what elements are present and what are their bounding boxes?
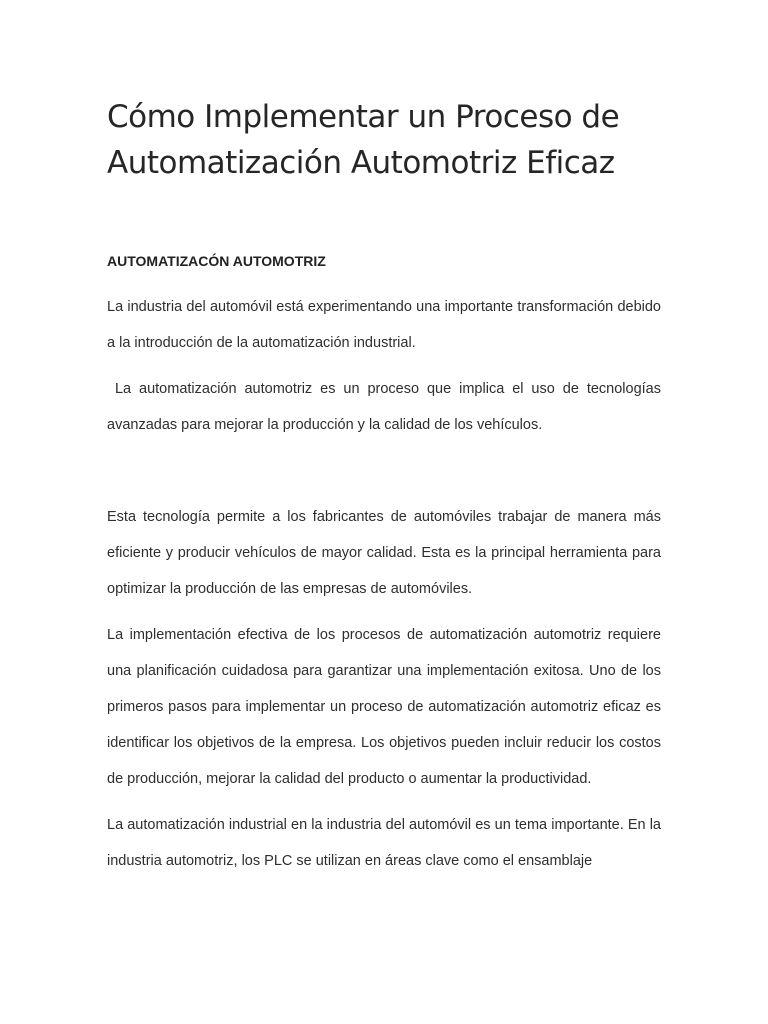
section-heading: AUTOMATIZACÓN AUTOMOTRIZ — [107, 253, 326, 269]
document-page — [107, 94, 661, 879]
paragraph-5: La automatización industrial en la industria del automóvil es un tema importante. En la industria automotriz, los PLC se utilizan en áreas clave como el ensamblaje — [107, 817, 661, 869]
paragraph-1: La industria del automóvil está experimentando una importante transformación debido a la introducción de la automatización industrial. — [107, 299, 661, 351]
paragraph-4: La implementación efectiva de los procesos de automatización automotriz requiere una planificación cuidadosa para garantizar una implementación exitosa. Uno de los primeros pasos para implementar un proceso de automatización automotriz eficaz es identificar los objetivos de la empresa. Los objetivos pueden incluir reducir los costos de producción, mejorar la calidad del producto o aumentar la productividad. — [107, 627, 661, 787]
document-title: Cómo Implementar un Proceso de Automatización Automotriz Eficaz — [107, 99, 620, 181]
paragraph-2: La automatización automotriz es un proceso que implica el uso de tecnologías avanzadas para mejorar la producción y la calidad de los vehículos. — [107, 381, 661, 433]
paragraph-3: Esta tecnología permite a los fabricantes de automóviles trabajar de manera más eficiente y producir vehículos de mayor calidad. Esta es la principal herramienta para optimizar la producción de las empresas de automóviles. — [107, 509, 661, 597]
